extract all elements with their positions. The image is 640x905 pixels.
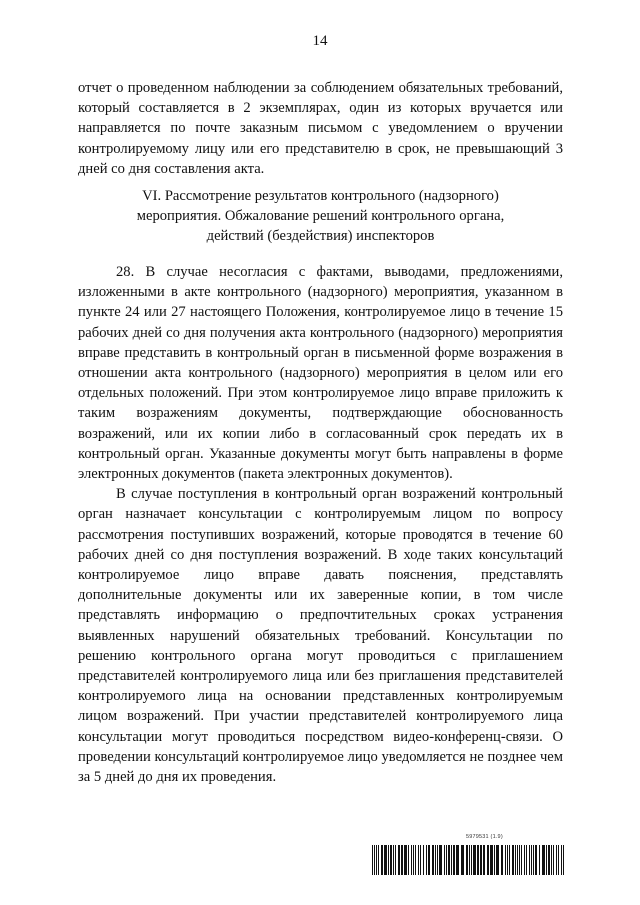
section-heading-line-2: мероприятия. Обжалование решений контрольного органа, xyxy=(136,208,505,225)
page-number: 14 xyxy=(312,33,328,49)
section-heading xyxy=(78,186,563,247)
section-body xyxy=(78,262,563,787)
barcode-image xyxy=(372,845,566,875)
intro-text xyxy=(78,78,563,179)
barcode-label: 5979531 (1.9) xyxy=(466,834,503,840)
paragraph-28: 28. В случае несогласия с фактами, выводами, предложениями, изложенными в акте контрольного (надзорного) мероприятия, указанном в пункте 24 или 27 настоящего Положения, контролируемое лицо в течение 15 рабочих дней со дня получения акта контрольного (надзорного) мероприятия вправе представить в контрольный орган в письменной форме возражения в отношении акта контрольного (надзорного) мероприятия в целом или его отдельных положений. При этом контролируемое лицо вправе приложить к таким возражениям документы, подтверждающие обоснованность возражений, или их копии либо в согласованный срок передать их в контрольный орган. Указанные документы могут быть направлены в форме электронных документов (пакета электронных документов). xyxy=(78,264,563,483)
section-heading-line-1: VI. Рассмотрение результатов контрольного (надзорного) xyxy=(142,188,499,204)
intro-paragraph: отчет о проведенном наблюдении за соблюдением обязательных требований, который составляется в 2 экземплярах, один из которых вручается или направляется по почте заказным письмом с уведомлением о вручении контролируемому лицу или его представителю в срок, не превышающий 3 дней со дня составления акта. xyxy=(78,80,563,177)
paragraph-consultations: В случае поступления в контрольный орган возражений контрольный орган назначает консультации с контролируемым лицом по вопросу рассмотрения поступивших возражений, которые проводятся в течение 60 рабочих дней со дня поступления возражений. В ходе таких консультаций контролируемое лицо вправе давать пояснения, представлять дополнительные документы или их заверенные копии, в том числе представлять информацию о предпочтительных сроках устранения выявленных нарушений обязательных требований. Консультации по решению контрольного органа могут проводиться с приглашением представителей контролируемого лица или без приглашения представителей контролируемого лица на основании представленных контролируемым лицом возражений. При участии представителей контролируемого лица консультации могут проводиться посредством видео-конференц-связи. О проведении консультаций контролируемое лицо уведомляется не позднее чем за 5 дней до дня их проведения. xyxy=(78,486,563,786)
section-heading-line-3: действий (бездействия) инспекторов xyxy=(206,228,435,245)
